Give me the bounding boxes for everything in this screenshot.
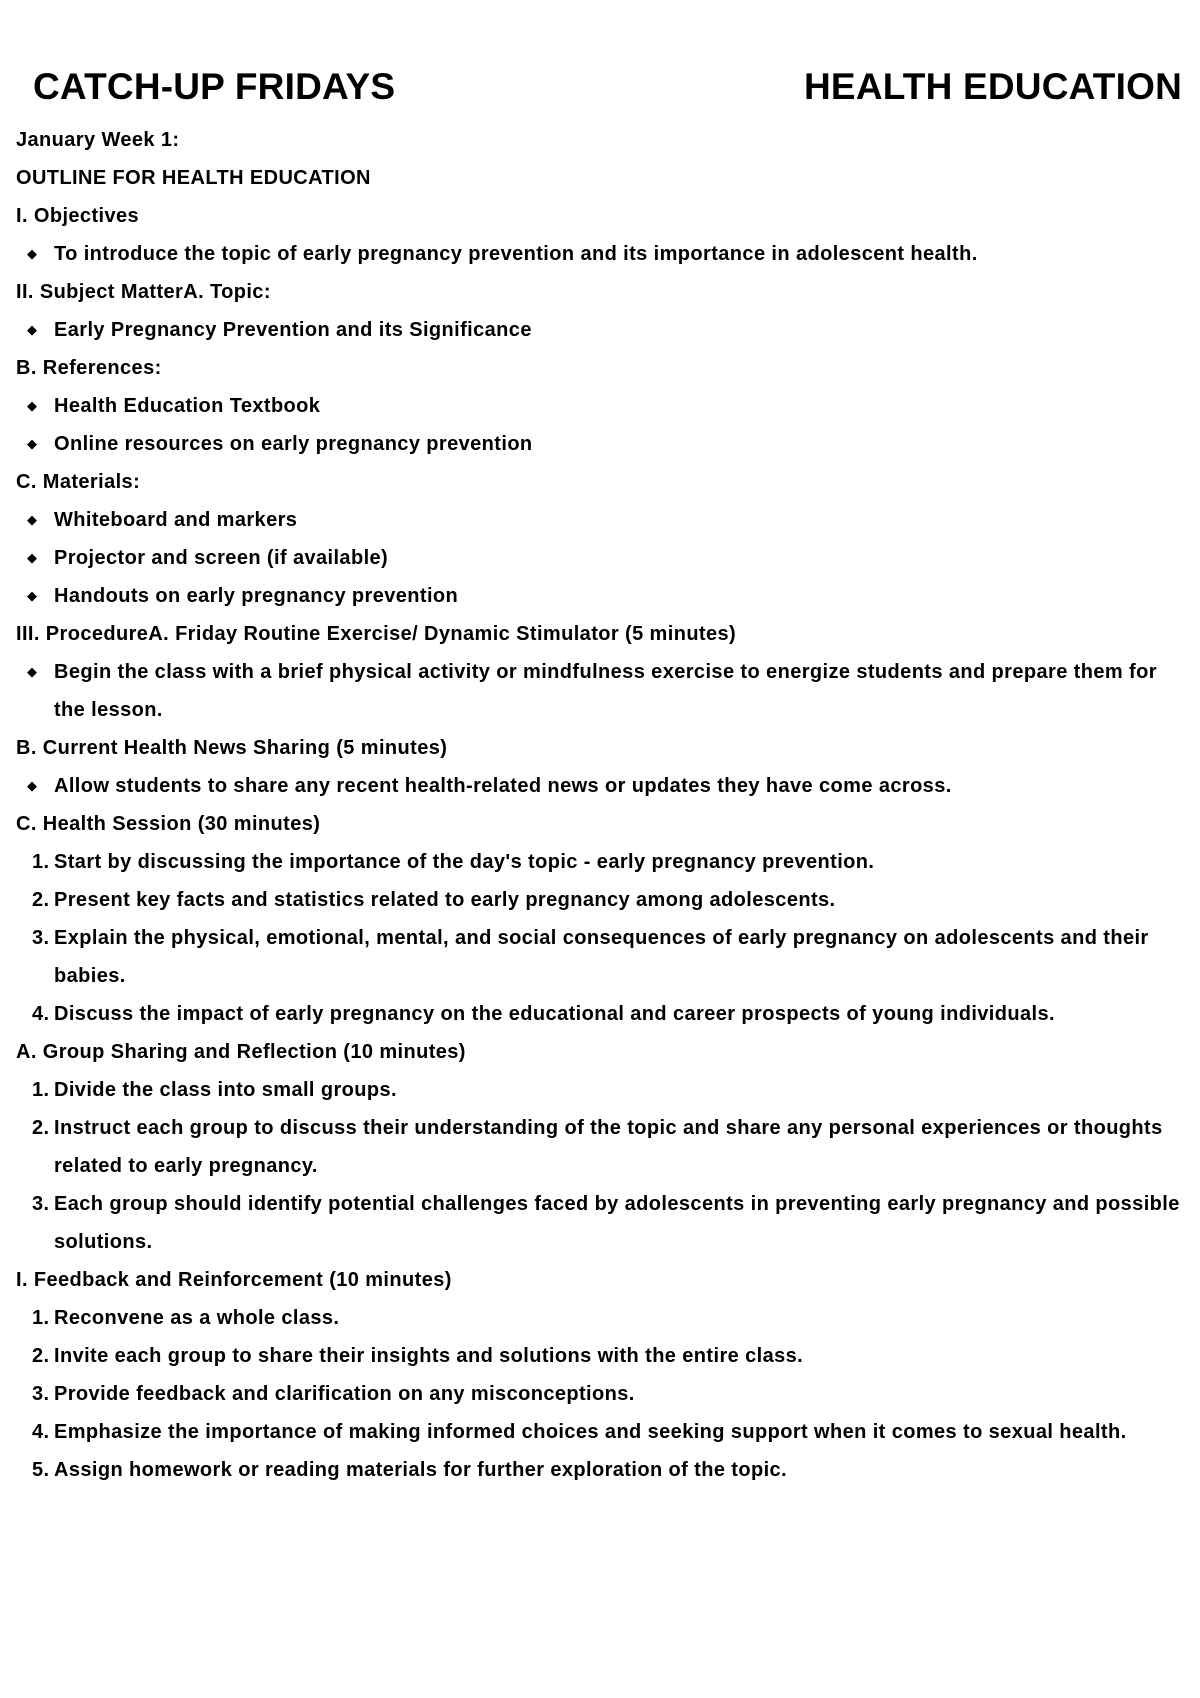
numbered-item bbox=[16, 919, 1184, 995]
feedback-heading: I. Feedback and Reinforcement (10 minutes) bbox=[16, 1269, 452, 1291]
item-text: Provide feedback and clarification on any misconceptions. bbox=[54, 1383, 635, 1405]
reference-text: Health Education Textbook bbox=[54, 395, 321, 417]
materials-heading: C. Materials: bbox=[16, 471, 141, 493]
week-label: January Week 1: bbox=[16, 129, 180, 151]
list-item bbox=[16, 653, 1184, 729]
numbered-item bbox=[16, 1413, 1184, 1451]
item-text: Start by discussing the importance of the day's topic - early pregnancy prevention. bbox=[54, 851, 875, 873]
item-text: Explain the physical, emotional, mental, and social consequences of early pregnancy on adolescents and their babies. bbox=[54, 927, 1149, 987]
item-text: Assign homework or reading materials for further exploration of the topic. bbox=[54, 1459, 788, 1481]
item-number: 1. bbox=[32, 1307, 50, 1329]
list-item bbox=[16, 577, 1184, 615]
bullet-icon: ◆ bbox=[27, 398, 38, 413]
numbered-item bbox=[16, 881, 1184, 919]
bullet-icon: ◆ bbox=[27, 550, 38, 565]
numbered-item bbox=[16, 843, 1184, 881]
bullet-icon: ◆ bbox=[27, 322, 38, 337]
list-item bbox=[16, 311, 1184, 349]
list-item bbox=[16, 425, 1184, 463]
list-item bbox=[16, 539, 1184, 577]
health-session-heading: C. Health Session (30 minutes) bbox=[16, 813, 321, 835]
item-text: Divide the class into small groups. bbox=[54, 1079, 397, 1101]
list-item bbox=[16, 767, 1184, 805]
list-item bbox=[16, 501, 1184, 539]
item-text: Discuss the impact of early pregnancy on the educational and career prospects of young individuals. bbox=[54, 1003, 1055, 1025]
item-number: 1. bbox=[32, 1079, 50, 1101]
subject-matter-heading: II. Subject MatterA. Topic: bbox=[16, 281, 271, 303]
group-sharing-heading: A. Group Sharing and Reflection (10 minutes) bbox=[16, 1041, 466, 1063]
item-number: 2. bbox=[32, 1117, 50, 1139]
item-text: Instruct each group to discuss their understanding of the topic and share any personal experiences or thoughts related to early pregnancy. bbox=[54, 1117, 1163, 1177]
reference-text: Online resources on early pregnancy prevention bbox=[54, 433, 533, 455]
item-number: 3. bbox=[32, 1193, 50, 1215]
item-text: Emphasize the importance of making informed choices and seeking support when it comes to sexual health. bbox=[54, 1421, 1127, 1443]
item-text: Each group should identify potential challenges faced by adolescents in preventing early pregnancy and possible solutions. bbox=[54, 1193, 1180, 1253]
item-number: 2. bbox=[32, 1345, 50, 1367]
bullet-icon: ◆ bbox=[27, 512, 38, 527]
catch-up-fridays-title: CATCH-UP FRIDAYS bbox=[33, 66, 396, 107]
bullet-icon: ◆ bbox=[27, 246, 38, 261]
lesson-outline bbox=[16, 121, 1184, 1489]
item-text: Present key facts and statistics related to early pregnancy among adolescents. bbox=[54, 889, 836, 911]
news-sharing-heading: B. Current Health News Sharing (5 minutes) bbox=[16, 737, 448, 759]
item-number: 3. bbox=[32, 1383, 50, 1405]
procedure-text: Begin the class with a brief physical activity or mindfulness exercise to energize students and prepare them for the lesson. bbox=[54, 661, 1157, 721]
numbered-item bbox=[16, 1071, 1184, 1109]
objective-text: To introduce the topic of early pregnancy prevention and its importance in adolescent health. bbox=[54, 243, 978, 265]
material-text: Whiteboard and markers bbox=[54, 509, 298, 531]
references-heading: B. References: bbox=[16, 357, 162, 379]
item-number: 1. bbox=[32, 851, 50, 873]
material-text: Projector and screen (if available) bbox=[54, 547, 389, 569]
material-text: Handouts on early pregnancy prevention bbox=[54, 585, 459, 607]
item-number: 4. bbox=[32, 1421, 50, 1443]
topic-text: Early Pregnancy Prevention and its Significance bbox=[54, 319, 532, 341]
bullet-icon: ◆ bbox=[27, 588, 38, 603]
item-text: Invite each group to share their insights and solutions with the entire class. bbox=[54, 1345, 804, 1367]
bullet-icon: ◆ bbox=[27, 436, 38, 451]
item-number: 3. bbox=[32, 927, 50, 949]
item-text: Reconvene as a whole class. bbox=[54, 1307, 340, 1329]
objectives-heading: I. Objectives bbox=[16, 205, 140, 227]
health-education-title: HEALTH EDUCATION bbox=[804, 66, 1182, 107]
numbered-item bbox=[16, 1375, 1184, 1413]
item-number: 2. bbox=[32, 889, 50, 911]
bullet-icon: ◆ bbox=[27, 778, 38, 793]
numbered-item bbox=[16, 1185, 1184, 1261]
list-item bbox=[16, 235, 1184, 273]
item-number: 4. bbox=[32, 1003, 50, 1025]
bullet-icon: ◆ bbox=[27, 664, 38, 679]
numbered-item bbox=[16, 1299, 1184, 1337]
numbered-item bbox=[16, 1109, 1184, 1185]
procedure-heading: III. ProcedureA. Friday Routine Exercise/ Dynamic Stimulator (5 minutes) bbox=[16, 623, 737, 645]
outline-heading: OUTLINE FOR HEALTH EDUCATION bbox=[16, 167, 371, 189]
page-header bbox=[33, 62, 1182, 112]
news-sharing-text: Allow students to share any recent health-related news or updates they have come across. bbox=[54, 775, 952, 797]
numbered-item bbox=[16, 995, 1184, 1033]
numbered-item bbox=[16, 1451, 1184, 1489]
numbered-item bbox=[16, 1337, 1184, 1375]
item-number: 5. bbox=[32, 1459, 50, 1481]
list-item bbox=[16, 387, 1184, 425]
